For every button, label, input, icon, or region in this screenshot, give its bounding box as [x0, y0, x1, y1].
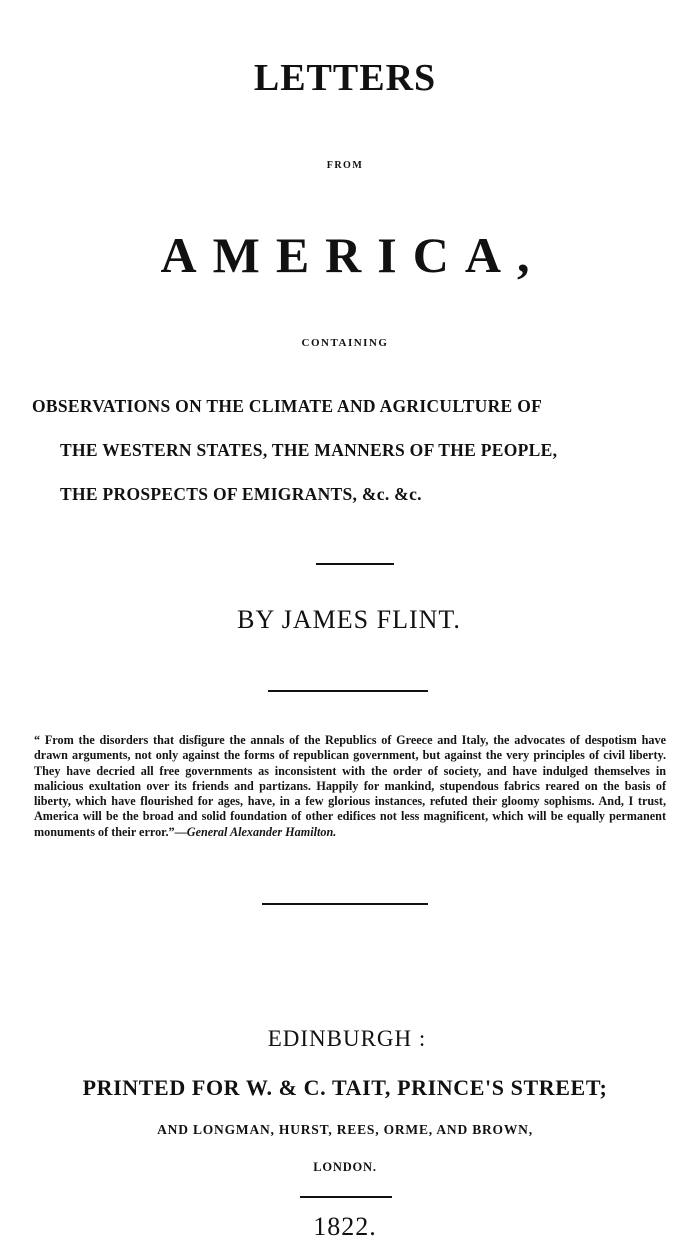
- author-line: BY JAMES FLINT.: [237, 605, 461, 634]
- publication-year: 1822.: [313, 1212, 377, 1241]
- subtitle-line-1: OBSERVATIONS ON THE CLIMATE AND AGRICULTURE OF: [32, 396, 543, 416]
- divider-rule: [262, 903, 428, 905]
- divider-rule: [300, 1196, 392, 1198]
- containing-word: CONTAINING: [301, 337, 389, 349]
- subtitle-line-3: THE PROSPECTS OF EMIGRANTS, &c. &c.: [60, 484, 422, 504]
- epigraph-attribution: General Alexander Hamilton.: [186, 824, 337, 839]
- divider-rule: [316, 563, 394, 565]
- imprint-city: EDINBURGH :: [267, 1026, 427, 1051]
- book-subject: AMERICA,: [160, 227, 546, 283]
- imprint-copublishers: AND LONGMAN, HURST, REES, ORME, AND BROWN,: [157, 1122, 533, 1137]
- from-word: FROM: [326, 160, 364, 171]
- imprint-printer: PRINTED FOR W. & C. TAIT, PRINCE'S STREET;: [82, 1075, 608, 1100]
- book-title: LETTERS: [253, 57, 437, 99]
- divider-rule: [268, 690, 428, 692]
- subtitle-line-2: THE WESTERN STATES, THE MANNERS OF THE PEOPLE,: [60, 440, 558, 460]
- epigraph-text: “ From the disorders that disfigure the annals of the Republics of Greece and Italy, the advocates of despotism have drawn arguments, not only against the forms of republican government, but against the very principles of civil liberty. They have decried all free governments as inconsistent with the order of society, and have indulged themselves in malicious exultation over its friends and partizans. Happily for mankind, stupendous fabrics reared on the basis of liberty, which have flourished for ages, have, in a few glorious instances, refuted their gloomy sophisms. And, I trust, America will be the broad and solid foundation of other edifices not less magnificent, which will be equally permanent monuments of their error.”—: [34, 733, 666, 839]
- epigraph: [34, 733, 666, 840]
- imprint-city-2: LONDON.: [313, 1160, 377, 1174]
